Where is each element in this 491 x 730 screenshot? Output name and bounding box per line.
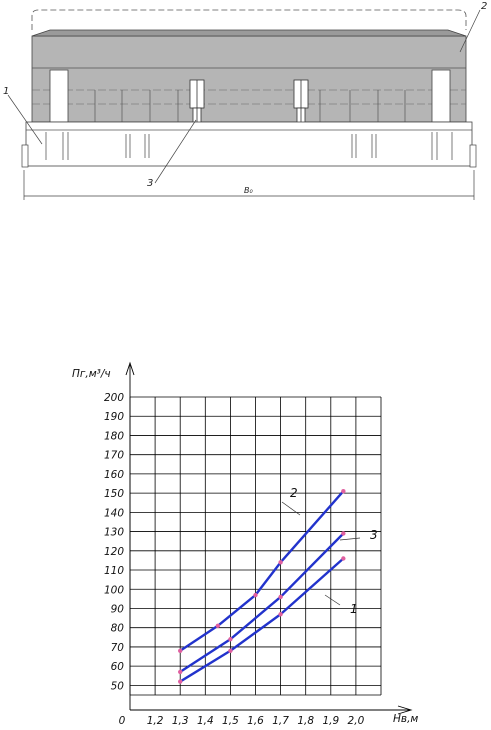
side-block-right — [470, 145, 476, 167]
side-block-left — [22, 145, 28, 167]
series-point-2 — [278, 560, 282, 564]
series-leader-3 — [340, 538, 360, 540]
series-point-3 — [341, 531, 345, 535]
series-point-2 — [341, 489, 345, 493]
x-tick-label: 1,6 — [247, 715, 264, 727]
y-tick-label: 140 — [103, 507, 124, 520]
x-tick-label: 1,2 — [146, 715, 164, 727]
callout-2: 2 — [481, 1, 488, 12]
top-band — [32, 30, 466, 36]
dimension-label: В₀ — [244, 186, 253, 195]
x-tick-label: 1,5 — [222, 715, 239, 727]
y-tick-label: 110 — [103, 565, 124, 578]
series-point-3 — [278, 595, 282, 599]
series-leader-1 — [325, 595, 340, 605]
series-line-3 — [180, 534, 343, 672]
y-tick-label: 170 — [103, 449, 124, 462]
series-line-1 — [180, 558, 343, 681]
x-tick-label: 2,0 — [347, 715, 365, 727]
y-tick-label: 80 — [110, 622, 124, 635]
series-point-2 — [178, 649, 182, 653]
series-point-1 — [228, 649, 232, 653]
x-tick-label: 1,7 — [272, 715, 289, 727]
end-post-right — [432, 70, 450, 122]
series-point-3 — [178, 670, 182, 674]
series-label-2: 2 — [290, 486, 298, 500]
lower-frame — [26, 122, 472, 166]
y-tick-label: 60 — [110, 661, 124, 674]
series-point-1 — [178, 679, 182, 683]
x-tick-label: 1,3 — [171, 715, 189, 727]
y-tick-label: 150 — [103, 488, 124, 501]
y-tick-label: 100 — [103, 584, 124, 597]
y-tick-label: 200 — [103, 392, 124, 404]
chart-axes — [126, 363, 411, 714]
y-axis-label: Пг,м³/ч — [72, 368, 111, 380]
callout-1: 1 — [3, 86, 10, 97]
callout-3: 3 — [147, 178, 154, 189]
y-tick-label: 90 — [110, 603, 124, 616]
series-leader-2 — [282, 502, 300, 515]
chart-series — [178, 486, 378, 684]
series-point-1 — [278, 612, 282, 616]
end-post-left — [50, 70, 68, 122]
y-tick-label: 120 — [103, 545, 124, 558]
x-tick-label: 1,8 — [297, 715, 315, 727]
y-tick-label: 130 — [103, 526, 124, 539]
series-point-2 — [253, 593, 257, 597]
y-tick-label: 50 — [110, 680, 124, 693]
x-axis-label: Нв,м — [393, 713, 419, 725]
series-label-1: 1 — [350, 602, 358, 616]
series-point-3 — [228, 637, 232, 641]
performance-chart — [0, 355, 491, 730]
bucket-body — [32, 36, 466, 122]
x-tick-label: 0 — [118, 715, 126, 727]
series-point-2 — [216, 624, 220, 628]
dashed-outline — [32, 10, 466, 30]
series-label-3: 3 — [370, 528, 378, 542]
y-tick-labels — [104, 392, 124, 692]
y-tick-label: 180 — [103, 430, 124, 443]
y-tick-label: 70 — [110, 641, 124, 654]
technical-drawing — [0, 0, 491, 210]
x-tick-label: 1,9 — [322, 715, 340, 727]
y-tick-label: 190 — [103, 411, 124, 424]
x-tick-label: 1,4 — [196, 715, 214, 727]
leader-2 — [460, 10, 480, 52]
x-tick-labels — [119, 715, 365, 727]
chart-grid — [130, 397, 381, 695]
y-tick-label: 160 — [103, 468, 124, 481]
series-point-1 — [341, 556, 345, 560]
